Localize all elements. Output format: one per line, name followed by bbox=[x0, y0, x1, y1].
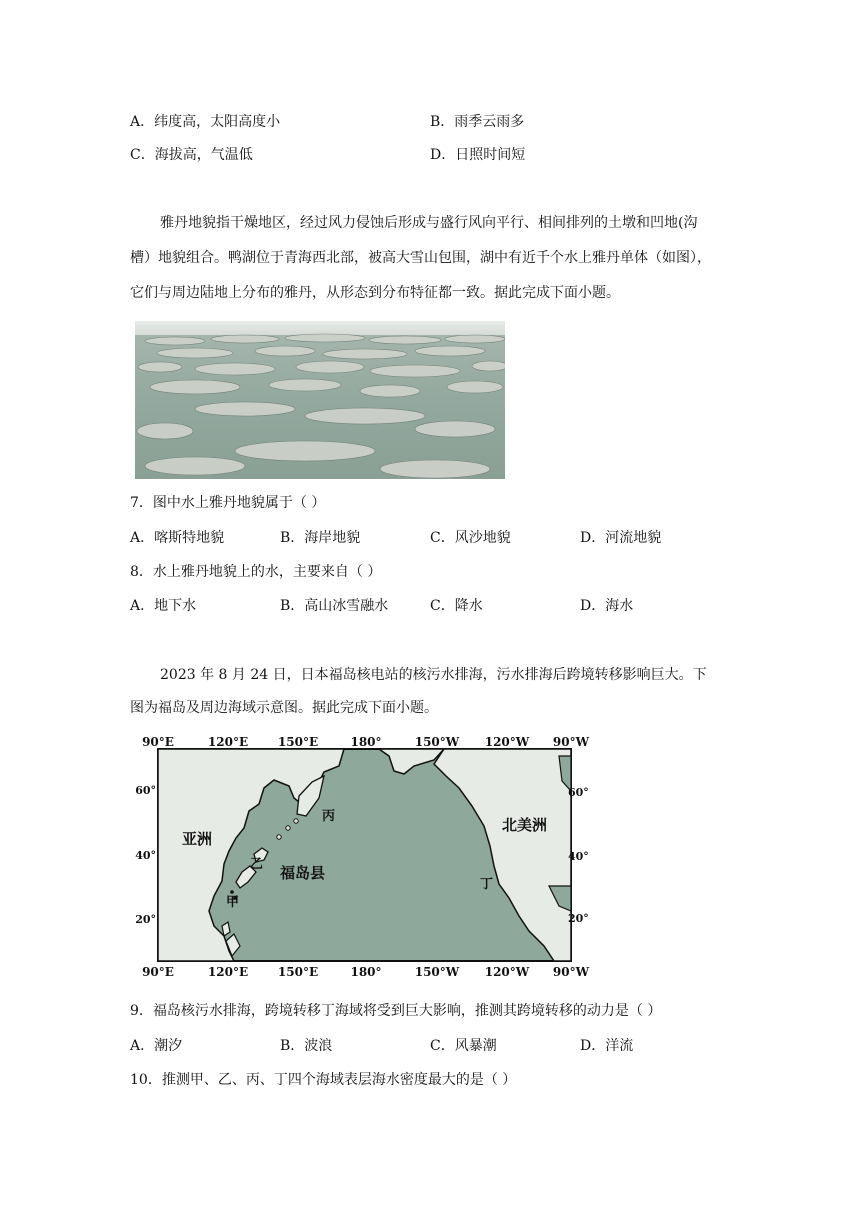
q8-option-d: D．海水 bbox=[580, 598, 634, 614]
right-lat-label: 40° bbox=[568, 850, 589, 863]
q9-stem: 9．福岛核污水排海，跨境转移丁海域将受到巨大影响，推测其跨境转移的动力是（ ） bbox=[130, 1003, 662, 1019]
yardang-intro-line-3: 它们与周边陆地上分布的雅丹，从形态到分布特征都一致。据此完成下面小题。 bbox=[130, 285, 620, 301]
q6-option-b: B．雨季云雨多 bbox=[430, 114, 525, 130]
asia-label: 亚洲 bbox=[182, 830, 213, 848]
fukushima-intro-line-2: 图为福岛及周边海域示意图。据此完成下面小题。 bbox=[130, 700, 438, 716]
fukushima-label: 福岛县 bbox=[280, 864, 326, 882]
q7-stem: 7．图中水上雅丹地貌属于（ ） bbox=[130, 495, 326, 511]
right-lat-label: 20° bbox=[568, 912, 589, 925]
north-america-label: 北美洲 bbox=[502, 816, 548, 834]
left-lat-label: 60° bbox=[135, 784, 156, 797]
bottom-lon-label: 150°W bbox=[414, 965, 460, 979]
right-lat-label: 60° bbox=[568, 786, 589, 799]
q7-option-c: C．风沙地貌 bbox=[430, 530, 511, 546]
q9-option-a: A．潮汐 bbox=[130, 1038, 183, 1054]
yardang-intro-line-2: 槽）地貌组合。鸭湖位于青海西北部，被高大雪山包围，湖中有近千个水上雅丹单体（如图）， bbox=[130, 250, 711, 266]
left-lat-label: 40° bbox=[135, 849, 156, 862]
bottom-lon-label: 120°E bbox=[207, 965, 249, 979]
q6-option-c: C．海拔高，气温低 bbox=[130, 147, 253, 163]
q7-option-d: D．河流地貌 bbox=[580, 530, 662, 546]
yardang-intro-line-1: 雅丹地貌指干燥地区，经过风力侵蚀后形成与盛行风向平行、相间排列的土墩和凹地(沟 bbox=[160, 215, 698, 231]
bottom-lon-label: 90°E bbox=[142, 965, 174, 979]
q10-stem: 10．推测甲、乙、丙、丁四个海域表层海水密度最大的是（ ） bbox=[130, 1072, 517, 1088]
left-lat-label: 20° bbox=[135, 913, 156, 926]
sea-yi-label: 乙 bbox=[250, 857, 264, 872]
q8-stem: 8．水上雅丹地貌上的水，主要来自（ ） bbox=[130, 564, 382, 580]
bottom-lon-label: 150°E bbox=[277, 965, 319, 979]
top-lon-label: 90°E bbox=[142, 736, 174, 749]
q8-option-b: B．高山冰雪融水 bbox=[280, 598, 389, 614]
q7-option-b: B．海岸地貌 bbox=[280, 530, 361, 546]
sea-ding-label: 丁 bbox=[480, 877, 494, 892]
q7-option-a: A．喀斯特地貌 bbox=[130, 530, 225, 546]
fukushima-intro-line-1: 2023 年 8 月 24 日，日本福岛核电站的核污水排海，污水排海后跨境转移影响巨大。下 bbox=[160, 667, 707, 683]
top-lon-label: 90°W bbox=[552, 736, 590, 749]
q9-option-b: B．波浪 bbox=[280, 1038, 333, 1054]
bottom-lon-label: 90°W bbox=[552, 965, 590, 979]
top-lon-label: 120°W bbox=[484, 736, 530, 749]
q9-option-c: C．风暴潮 bbox=[430, 1038, 497, 1054]
q6-option-a: A．纬度高，太阳高度小 bbox=[130, 114, 281, 130]
bottom-lon-label: 120°W bbox=[484, 965, 530, 979]
q6-option-d: D．日照时间短 bbox=[430, 147, 526, 163]
sea-jia-label: 甲 bbox=[226, 895, 240, 910]
q8-option-c: C．降水 bbox=[430, 598, 483, 614]
sea-bing-label: 丙 bbox=[322, 809, 336, 824]
top-lon-label: 150°W bbox=[414, 736, 460, 749]
bottom-lon-label: 180° bbox=[350, 965, 382, 979]
q9-option-d: D．洋流 bbox=[580, 1038, 634, 1054]
top-lon-label: 120°E bbox=[207, 736, 249, 749]
top-lon-label: 180° bbox=[350, 736, 382, 749]
yardang-photo bbox=[135, 321, 505, 479]
q8-option-a: A．地下水 bbox=[130, 598, 197, 614]
top-lon-label: 150°E bbox=[277, 736, 319, 749]
fukushima-map bbox=[134, 736, 590, 980]
